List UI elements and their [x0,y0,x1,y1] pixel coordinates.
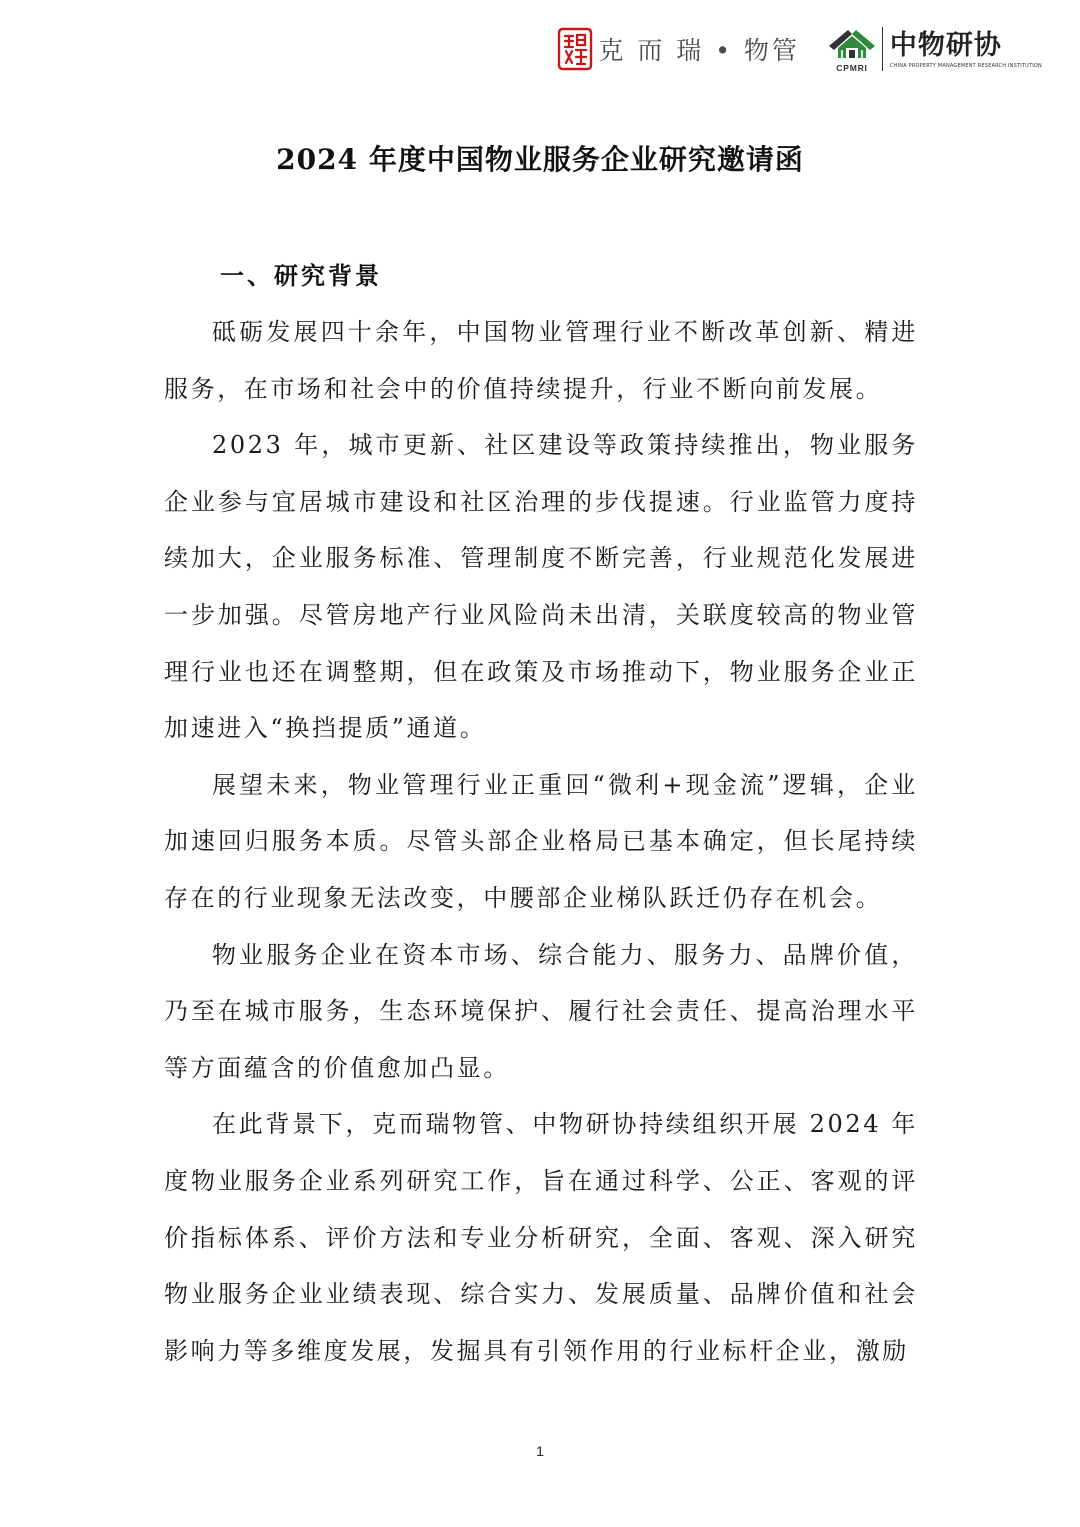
kerr-logo-text: 克 而 瑞 • 物管 [598,36,800,65]
kerr-seal-icon [556,27,594,71]
cpmri-divider [882,27,883,71]
cpmri-logo [826,24,1042,74]
cpmri-house-icon [826,24,878,74]
kerr-logo [556,27,800,71]
body-paragraph: 展望未来，物业管理行业正重回“微利+现金流”逻辑，企业加速回归服务本质。尽管头部企业格局已基本确定，但长尾持续存在的行业现象无法改变，中腰部企业梯队跃迁仍存在机会。 [164,770,918,912]
cpmri-english-name: CHINA PROPERTY MANAGEMENT RESEARCH INSTITUTION [889,62,1042,69]
cpmri-emblem-text: CPMRI [836,63,868,73]
page-number: 1 [536,1443,544,1459]
section-heading: 一、研究背景 [220,261,382,290]
cpmri-name: 中物研协 [889,29,1002,61]
document-title: 2024 年度中国物业服务企业研究邀请函 [276,143,804,176]
body-paragraph: 2023 年，城市更新、社区建设等政策持续推出，物业服务企业参与宜居城市建设和社区治理的步伐提速。行业监管力度持续加大，企业服务标准、管理制度不断完善，行业规范化发展进一步加强。尽管房地产行业风险尚未出清，关联度较高的物业管理行业也还在调整期，但在政策及市场推动下，物业服务企业正加速进入“换挡提质”通道。 [164,431,918,743]
cpmri-wordmark [890,30,1042,69]
body-paragraph: 物业服务企业在资本市场、综合能力、服务力、品牌价值，乃至在城市服务，生态环境保护、履行社会责任、提高治理水平等方面蕴含的价值愈加凸显。 [164,940,918,1082]
body-paragraph: 砥砺发展四十余年，中国物业管理行业不断改革创新、精进服务，在市场和社会中的价值持续提升，行业不断向前发展。 [164,318,918,403]
body-paragraph: 在此背景下，克而瑞物管、中物研协持续组织开展 2024 年度物业服务企业系列研究工作，旨在通过科学、公正、客观的评价指标体系、评价方法和专业分析研究，全面、客观、深入研究物业服务企业业绩表现、综合实力、发展质量、品牌价值和社会影响力等多维度发展，发掘具有引领作用的行业标杆企业，激励 [164,1110,918,1365]
header-logos [556,24,1042,74]
document-body [164,304,918,1379]
